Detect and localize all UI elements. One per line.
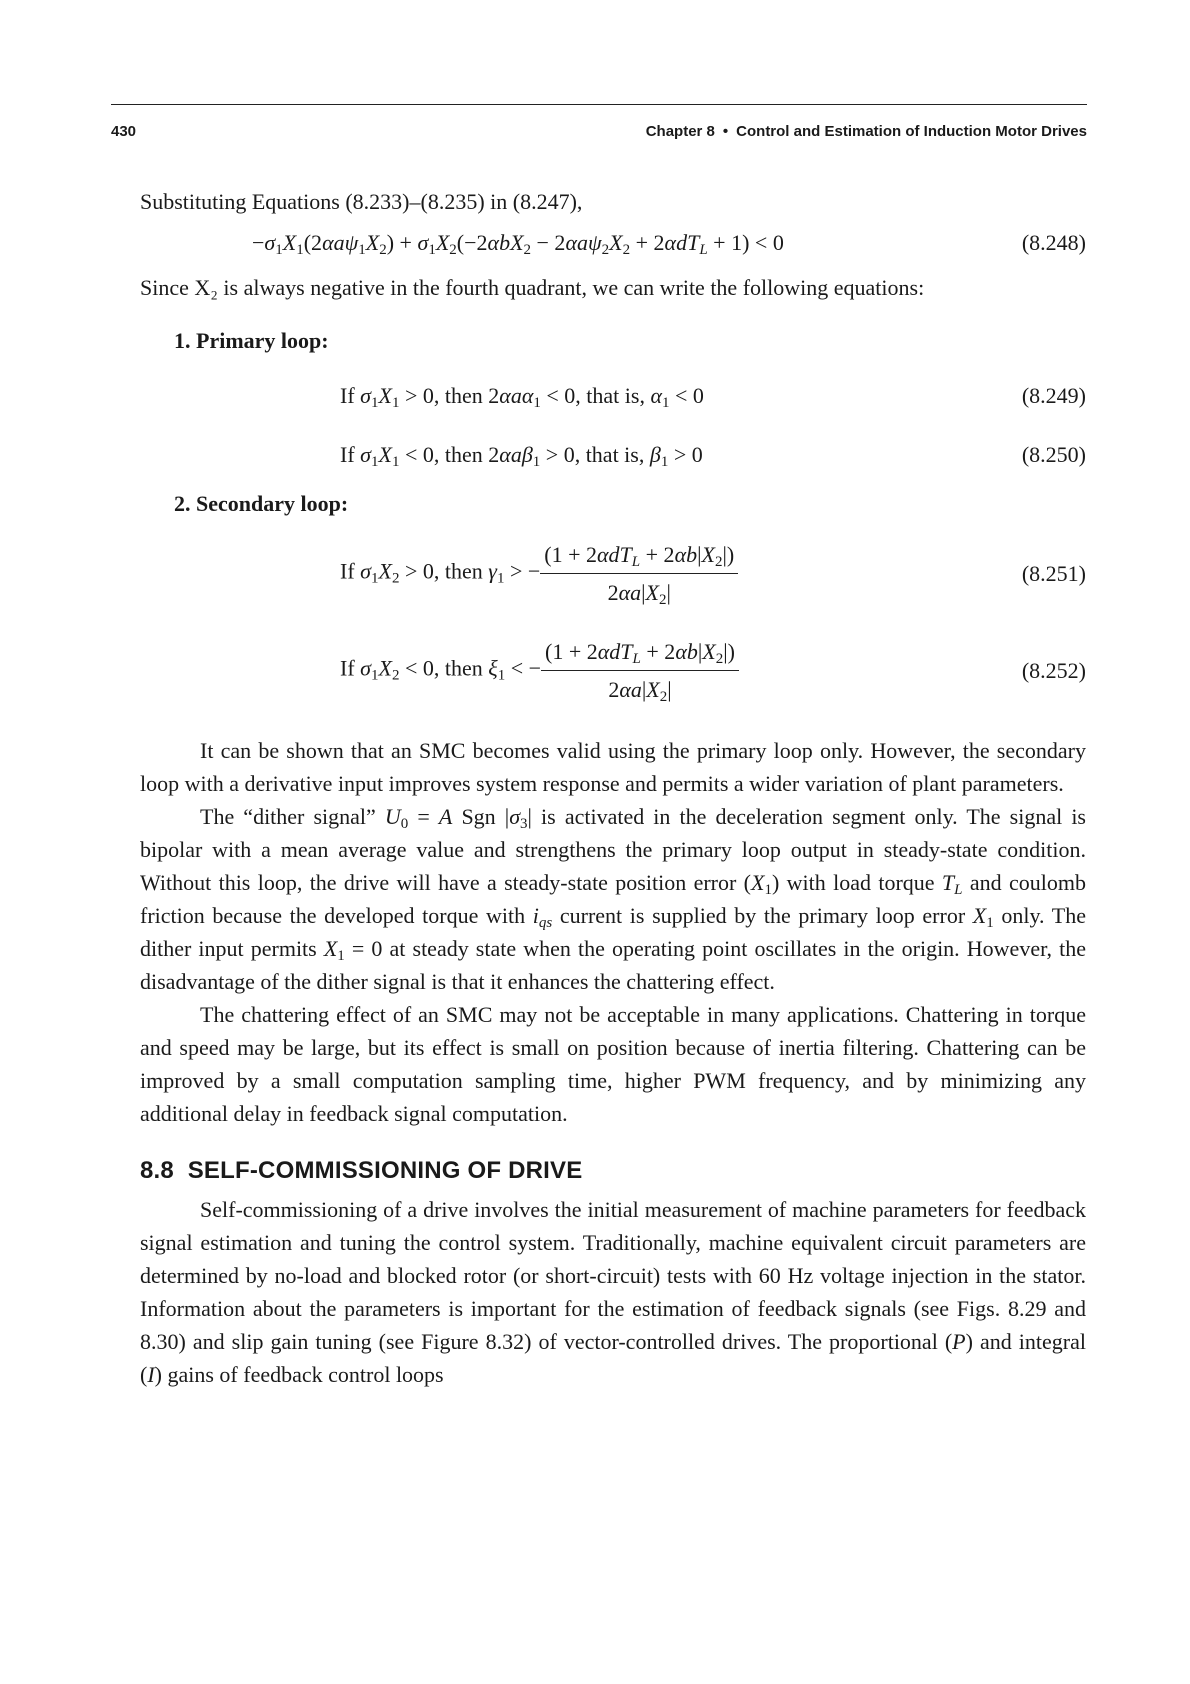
since-text: Since X₂ is always negative in the fourth quadrant, we can write the following equations: bbox=[140, 275, 925, 300]
equation-8-252: If $\sigma_1X_2 < 0$, then $\xi_1$ < − $\frac{(1 + 2\alpha dT_L + 2\alpha b|X_2|)}{2\alpha a|X_2|}$ (8.252) bbox=[140, 635, 1086, 706]
equation-number: (8.248) bbox=[1021, 230, 1086, 255]
paragraph-chattering: The chattering effect of an SMC may not be acceptable in many applications. Chattering in torque and speed may be large, but its effect is small on position because of inertia filtering. Chattering can be improved by a small computation sampling time, higher PWM frequency, and by minimizing any additional delay in feedback signal computation. bbox=[140, 1002, 1086, 1126]
equation-8-248: $-\sigma_1X_1(2\alpha a\psi_1X_2) + \sigma_1X_2(-2\alpha bX_2 - 2\alpha a\psi_2X_2 + 2\alpha dT_L + 1) < 0$ (8.248) bbox=[140, 226, 1086, 259]
page-header bbox=[111, 104, 1087, 140]
equation-8-251: If $\sigma_1X_2 > 0$, then $\gamma_1$ > − $\frac{(1 + 2\alpha dT_L + 2\alpha b|X_2|)}{2\alpha a|X_2|}$ (8.251) bbox=[140, 538, 1086, 609]
equation-8-250: If $\sigma_1X_1 < 0$, then 2αaβ$_1$ > 0, that is, $\beta_1 > 0$ (8.250) bbox=[140, 438, 1086, 471]
intro-text: Substituting Equations (8.233)–(8.235) in (8.247), bbox=[140, 189, 583, 214]
equation-number: (8.249) bbox=[1021, 383, 1086, 408]
equation-number: (8.250) bbox=[1021, 442, 1086, 467]
paragraph-self-commissioning: Self-commissioning of a drive involves the initial measurement of machine parameters for feedback signal estimation and tuning the control system. Traditionally, machine equivalent circuit parameters are determined by no-load and blocked rotor (or short-circuit) tests with 60 Hz voltage injection in the stator. Information about the parameters is important for the estimation of feedback signals (see Figs. 8.29 and 8.30) and slip gain tuning (see Figure 8.32) of vector-controlled drives. The proportional (P) and integral (I) gains of feedback control loops bbox=[140, 1197, 1086, 1387]
paragraph-smc-validity: It can be shown that an SMC becomes valid using the primary loop only. However, the secondary loop with a derivative input improves system response and permits a wider variation of plant parameters. bbox=[140, 738, 1086, 796]
section-heading: 8.8 SELF-COMMISSIONING OF DRIVE bbox=[140, 1157, 583, 1184]
equation-number: (8.251) bbox=[1021, 561, 1086, 586]
equation-8-249: If $\sigma_1X_1 > 0$, then 2αaα$_1$ < 0, that is, $\alpha_1 < 0$ (8.249) bbox=[140, 379, 1086, 412]
page-number: 430 bbox=[111, 123, 137, 140]
equation-number: (8.252) bbox=[1021, 658, 1086, 683]
paragraph-dither-signal: The “dither signal” $U_0 = A$ Sgn $|\sigma_3|$ is activated in the deceleration segment only. The signal is bipolar with a mean average value and strengthens the primary loop output in steady-state condition. Without this loop, the drive will have a steady-state position error $(X_1)$ with load torque $T_L$ and coulomb friction because the developed torque with $i_{qs}$ current is supplied by the primary loop error $X_1$ only. The dither input permits $X_1 = 0$ at steady state when the operating point oscillates in the origin. However, the disadvantage of the dither signal is that it enhances the chattering effect. bbox=[140, 804, 1087, 994]
secondary-loop-heading: 2. Secondary loop: bbox=[174, 491, 349, 516]
page-body bbox=[140, 185, 1086, 1391]
running-title: Chapter 8 • Control and Estimation of Induction Motor Drives bbox=[645, 123, 1087, 140]
primary-loop-heading: 1. Primary loop: bbox=[174, 328, 329, 353]
